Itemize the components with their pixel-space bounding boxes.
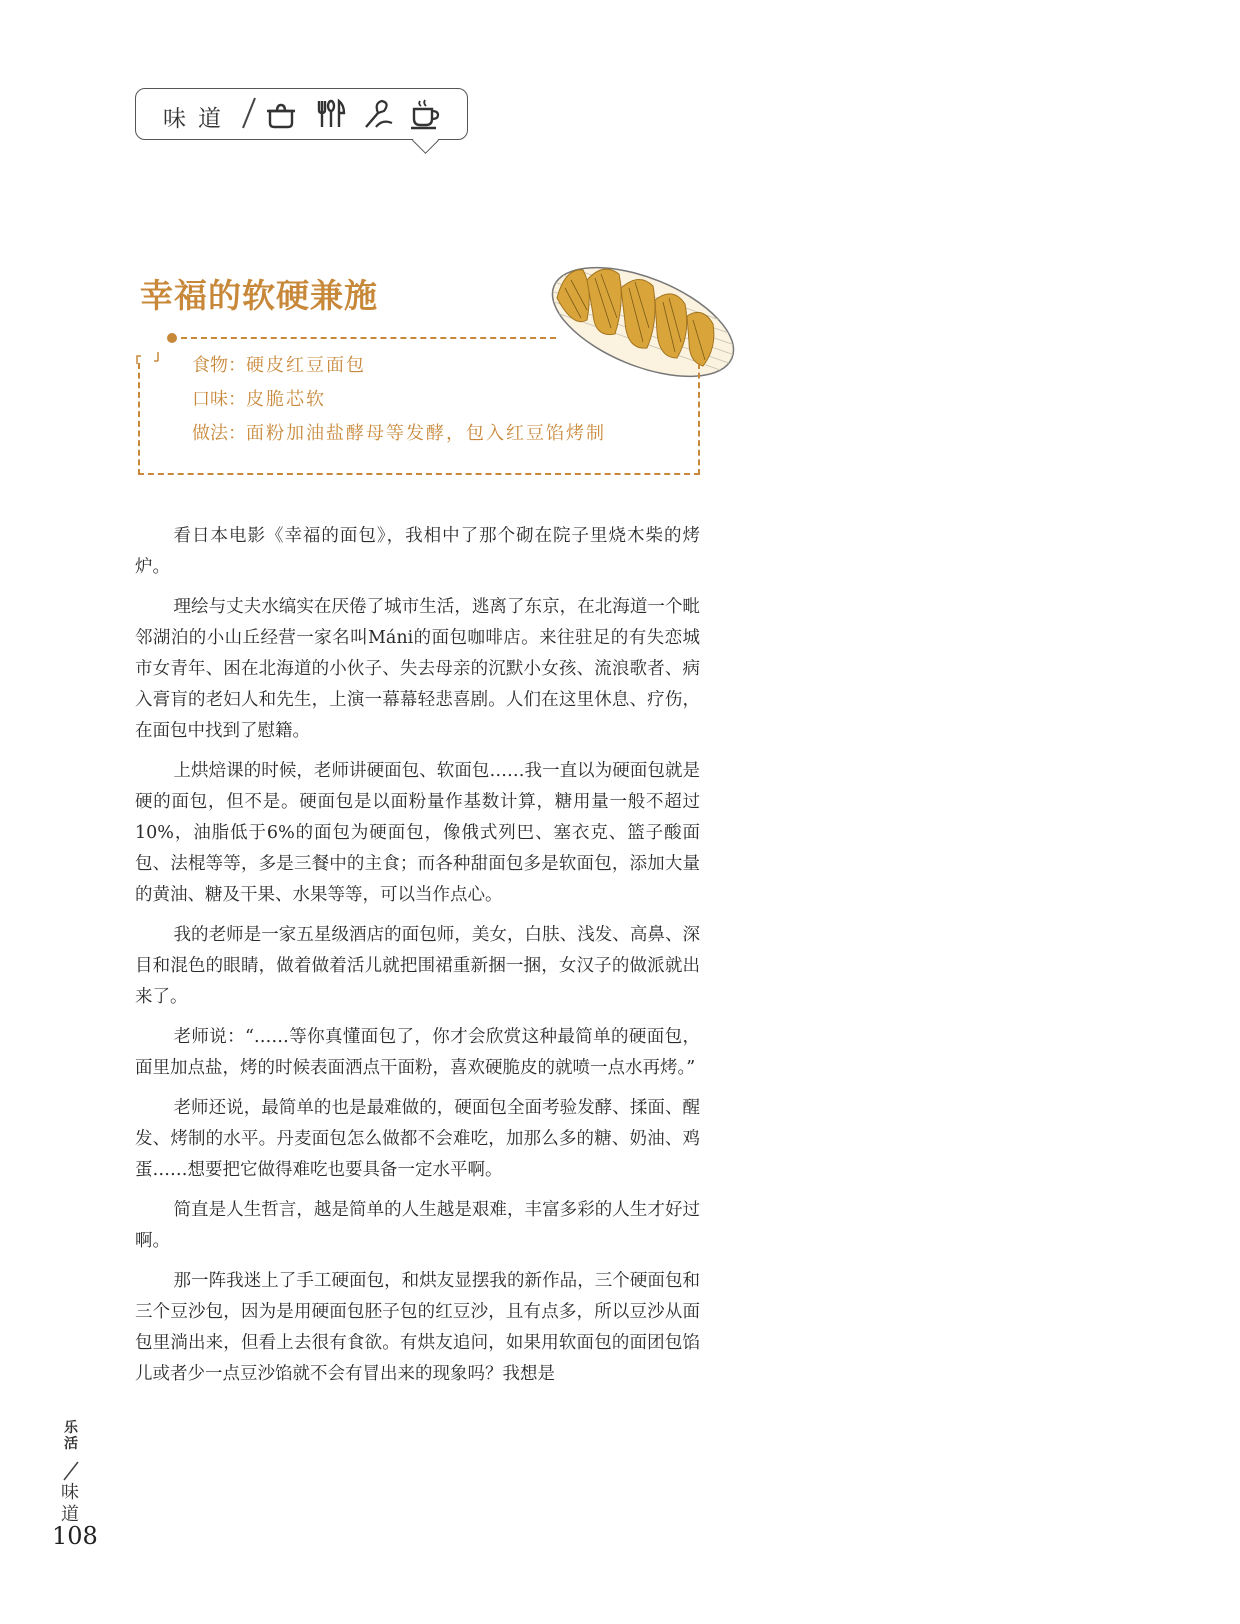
section-label: 味道: [163, 106, 233, 132]
info-top-dashed-line: [181, 337, 556, 339]
info-value: 面粉加油盐酵母等发酵，包入红豆馅烤制: [246, 423, 606, 444]
pot-icon: [264, 97, 298, 131]
fork-spoon-knife-icon: [314, 97, 348, 131]
section-footer-label: 味道: [61, 1482, 79, 1525]
paragraph: 上烘焙课的时候，老师讲硬面包、软面包……我一直以为硬面包就是硬的面包，但不是。硬面包是以面粉量作基数计算，糖用量一般不超过10%，油脂低于6%的面包为硬面包，像俄式列巴、塞衣克、篮子酸面包、法棍等等，多是三餐中的主食；而各种甜面包多是软面包，添加大量的黄油、糖及干果、水果等等，可以当作点心。: [135, 761, 700, 905]
paragraph: 看日本电影《幸福的面包》，我相中了那个砌在院子里烧木柴的烤炉。: [135, 526, 700, 577]
paragraph: 那一阵我迷上了手工硬面包，和烘友显摆我的新作品，三个硬面包和三个豆沙包，因为是用硬面包胚子包的红豆沙，且有点多，所以豆沙从面包里淌出来，但看上去很有食欲。有烘友追问，如果用软面包的面团包馅儿或者少一点豆沙馅就不会有冒出来的现象吗？我想是: [135, 1271, 700, 1384]
info-box: [138, 355, 700, 475]
header-divider-slash: [239, 95, 259, 131]
info-label: 做法：: [192, 423, 246, 444]
page-number: 108: [52, 1522, 98, 1550]
coffee-cup-icon: [408, 97, 442, 131]
corner-tick-mark: [152, 351, 164, 363]
paragraph: 老师还说，最简单的也是最难做的，硬面包全面考验发酵、揉面、醒发、烤制的水平。丹麦面包怎么做都不会难吃，加那么多的糖、奶油、鸡蛋……想要把它做得难吃也要具备一定水平啊。: [135, 1098, 700, 1180]
paragraph: 简直是人生哲言，越是简单的人生越是艰难，丰富多彩的人生才好过啊。: [135, 1200, 700, 1251]
info-label: 食物：: [192, 355, 246, 376]
paragraph: 理绘与丈夫水缟实在厌倦了城市生活，逃离了东京，在北海道一个毗邻湖泊的小山丘经营一家名叫Máni的面包咖啡店。来往驻足的有失恋城市女青年、困在北海道的小伙子、失去母亲的沉默小女孩、流浪歌者、病入膏肓的老妇人和先生，上演一幕幕轻悲喜剧。人们在这里休息、疗伤，在面包中找到了慰籍。: [135, 597, 700, 741]
footer-divider-slash: [60, 1460, 82, 1482]
info-label: 口味：: [192, 389, 246, 410]
paragraph: 老师说：“……等你真懂面包了，你才会欣赏这种最简单的硬面包，面里加点盐，烤的时候表面洒点干面粉，喜欢硬脆皮的就喷一点水再烤。”: [135, 1027, 700, 1078]
info-row-method: [192, 419, 606, 445]
paragraph: 我的老师是一家五星级酒店的面包师，美女，白肤、浅发、高鼻、深目和混色的眼睛，做着做着活儿就把围裙重新捆一捆，女汉子的做派就出来了。: [135, 925, 700, 1007]
series-label: 乐活: [64, 1420, 78, 1452]
section-header-tag: [135, 88, 468, 140]
info-value: 硬皮红豆面包: [246, 355, 366, 376]
info-dot: [167, 333, 177, 343]
article-title: 幸福的软硬兼施: [140, 276, 378, 315]
article-body: [135, 521, 700, 1399]
whisk-icon: [362, 97, 396, 131]
header-pointer: [412, 127, 439, 154]
info-value: 皮脆芯软: [246, 389, 326, 410]
corner-tick-left: [136, 353, 148, 365]
info-row-food: [192, 351, 366, 377]
info-row-taste: [192, 385, 326, 411]
